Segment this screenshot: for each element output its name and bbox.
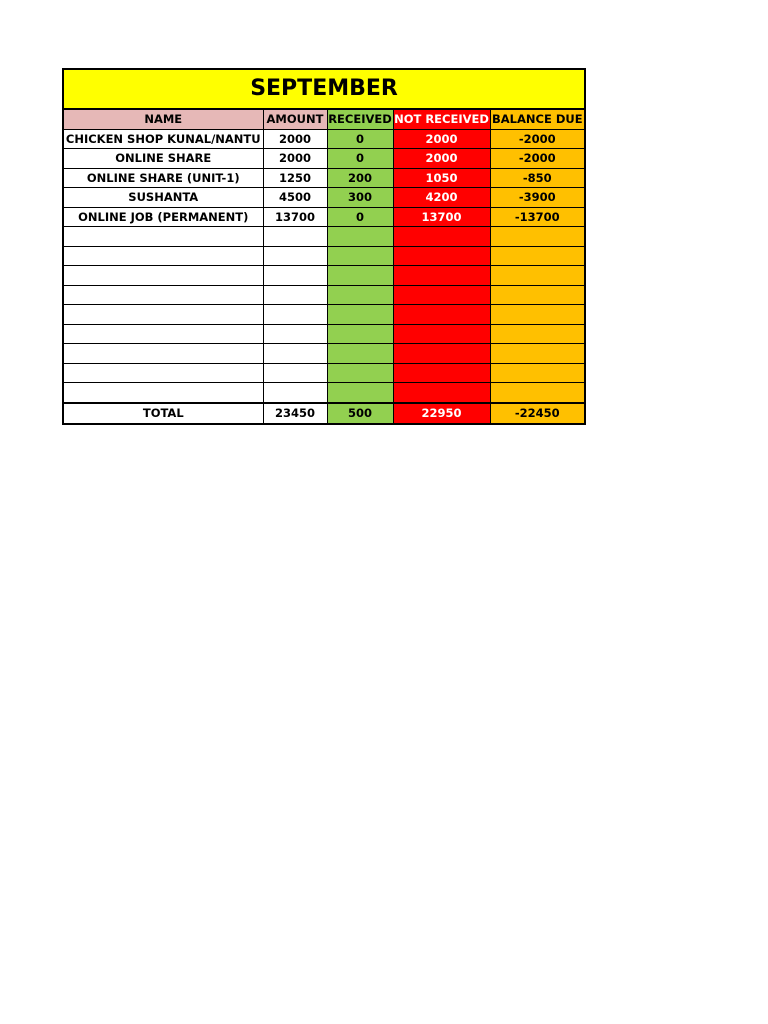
empty-row <box>63 305 585 325</box>
empty-cell[interactable] <box>263 266 327 286</box>
empty-cell[interactable] <box>63 383 263 403</box>
total-received[interactable]: 500 <box>327 403 393 424</box>
cell-name[interactable]: ONLINE SHARE (UNIT-1) <box>63 168 263 188</box>
cell-not-received[interactable]: 4200 <box>393 188 490 208</box>
cell-balance-due[interactable]: -3900 <box>490 188 585 208</box>
empty-cell[interactable] <box>263 246 327 266</box>
empty-row <box>63 285 585 305</box>
cell-balance-due[interactable]: -13700 <box>490 207 585 227</box>
empty-cell[interactable] <box>327 246 393 266</box>
empty-cell[interactable] <box>63 227 263 247</box>
empty-cell[interactable] <box>490 324 585 344</box>
cell-balance-due[interactable]: -2000 <box>490 129 585 149</box>
cell-not-received[interactable]: 2000 <box>393 149 490 169</box>
empty-row <box>63 344 585 364</box>
empty-cell[interactable] <box>263 305 327 325</box>
header-amount[interactable]: AMOUNT <box>263 109 327 129</box>
empty-cell[interactable] <box>63 266 263 286</box>
total-balance-due[interactable]: -22450 <box>490 403 585 424</box>
empty-cell[interactable] <box>263 344 327 364</box>
empty-cell[interactable] <box>393 305 490 325</box>
cell-balance-due[interactable]: -850 <box>490 168 585 188</box>
cell-not-received[interactable]: 1050 <box>393 168 490 188</box>
empty-cell[interactable] <box>393 324 490 344</box>
empty-cell[interactable] <box>490 305 585 325</box>
empty-cell[interactable] <box>393 227 490 247</box>
empty-cell[interactable] <box>63 363 263 383</box>
empty-cell[interactable] <box>63 246 263 266</box>
header-name[interactable]: NAME <box>63 109 263 129</box>
cell-received[interactable]: 0 <box>327 207 393 227</box>
cell-amount[interactable]: 2000 <box>263 129 327 149</box>
cell-not-received[interactable]: 13700 <box>393 207 490 227</box>
cell-name[interactable]: CHICKEN SHOP KUNAL/NANTU <box>63 129 263 149</box>
header-not-received[interactable]: NOT RECEIVED <box>393 109 490 129</box>
empty-cell[interactable] <box>490 246 585 266</box>
header-received[interactable]: RECEIVED <box>327 109 393 129</box>
empty-cell[interactable] <box>263 383 327 403</box>
cell-received[interactable]: 0 <box>327 129 393 149</box>
header-balance-due[interactable]: BALANCE DUE <box>490 109 585 129</box>
total-not-received[interactable]: 22950 <box>393 403 490 424</box>
cell-received[interactable]: 300 <box>327 188 393 208</box>
empty-cell[interactable] <box>327 383 393 403</box>
empty-cell[interactable] <box>63 305 263 325</box>
empty-cell[interactable] <box>63 344 263 364</box>
empty-cell[interactable] <box>490 383 585 403</box>
total-row <box>63 403 585 424</box>
empty-cell[interactable] <box>490 285 585 305</box>
table-row <box>63 188 585 208</box>
total-amount[interactable]: 23450 <box>263 403 327 424</box>
empty-cell[interactable] <box>263 324 327 344</box>
cell-received[interactable]: 200 <box>327 168 393 188</box>
cell-name[interactable]: ONLINE SHARE <box>63 149 263 169</box>
empty-cell[interactable] <box>490 266 585 286</box>
empty-cell[interactable] <box>490 363 585 383</box>
empty-cell[interactable] <box>263 227 327 247</box>
cell-not-received[interactable]: 2000 <box>393 129 490 149</box>
empty-cell[interactable] <box>327 285 393 305</box>
cell-name[interactable]: SUSHANTA <box>63 188 263 208</box>
table-row <box>63 149 585 169</box>
empty-cell[interactable] <box>327 227 393 247</box>
empty-row <box>63 363 585 383</box>
empty-cell[interactable] <box>393 383 490 403</box>
empty-row <box>63 246 585 266</box>
empty-row <box>63 266 585 286</box>
empty-cell[interactable] <box>393 285 490 305</box>
header-row <box>63 109 585 129</box>
empty-cell[interactable] <box>393 363 490 383</box>
september-sheet <box>62 68 586 425</box>
cell-amount[interactable]: 1250 <box>263 168 327 188</box>
cell-amount[interactable]: 4500 <box>263 188 327 208</box>
cell-received[interactable]: 0 <box>327 149 393 169</box>
cell-amount[interactable]: 13700 <box>263 207 327 227</box>
empty-cell[interactable] <box>393 246 490 266</box>
empty-cell[interactable] <box>393 344 490 364</box>
empty-cell[interactable] <box>327 266 393 286</box>
empty-row <box>63 324 585 344</box>
cell-name[interactable]: ONLINE JOB (PERMANENT) <box>63 207 263 227</box>
empty-cell[interactable] <box>327 344 393 364</box>
empty-cell[interactable] <box>63 285 263 305</box>
empty-row <box>63 383 585 403</box>
empty-cell[interactable] <box>490 227 585 247</box>
empty-cell[interactable] <box>490 344 585 364</box>
empty-cell[interactable] <box>393 266 490 286</box>
empty-cell[interactable] <box>63 324 263 344</box>
empty-cell[interactable] <box>263 285 327 305</box>
empty-cell[interactable] <box>327 363 393 383</box>
cell-amount[interactable]: 2000 <box>263 149 327 169</box>
cell-balance-due[interactable]: -2000 <box>490 149 585 169</box>
empty-cell[interactable] <box>327 324 393 344</box>
empty-cell[interactable] <box>263 363 327 383</box>
title-row <box>63 69 585 109</box>
sheet-title[interactable]: SEPTEMBER <box>63 69 585 109</box>
total-label[interactable]: TOTAL <box>63 403 263 424</box>
empty-row <box>63 227 585 247</box>
table-row <box>63 168 585 188</box>
table-row <box>63 129 585 149</box>
empty-cell[interactable] <box>327 305 393 325</box>
table-row <box>63 207 585 227</box>
